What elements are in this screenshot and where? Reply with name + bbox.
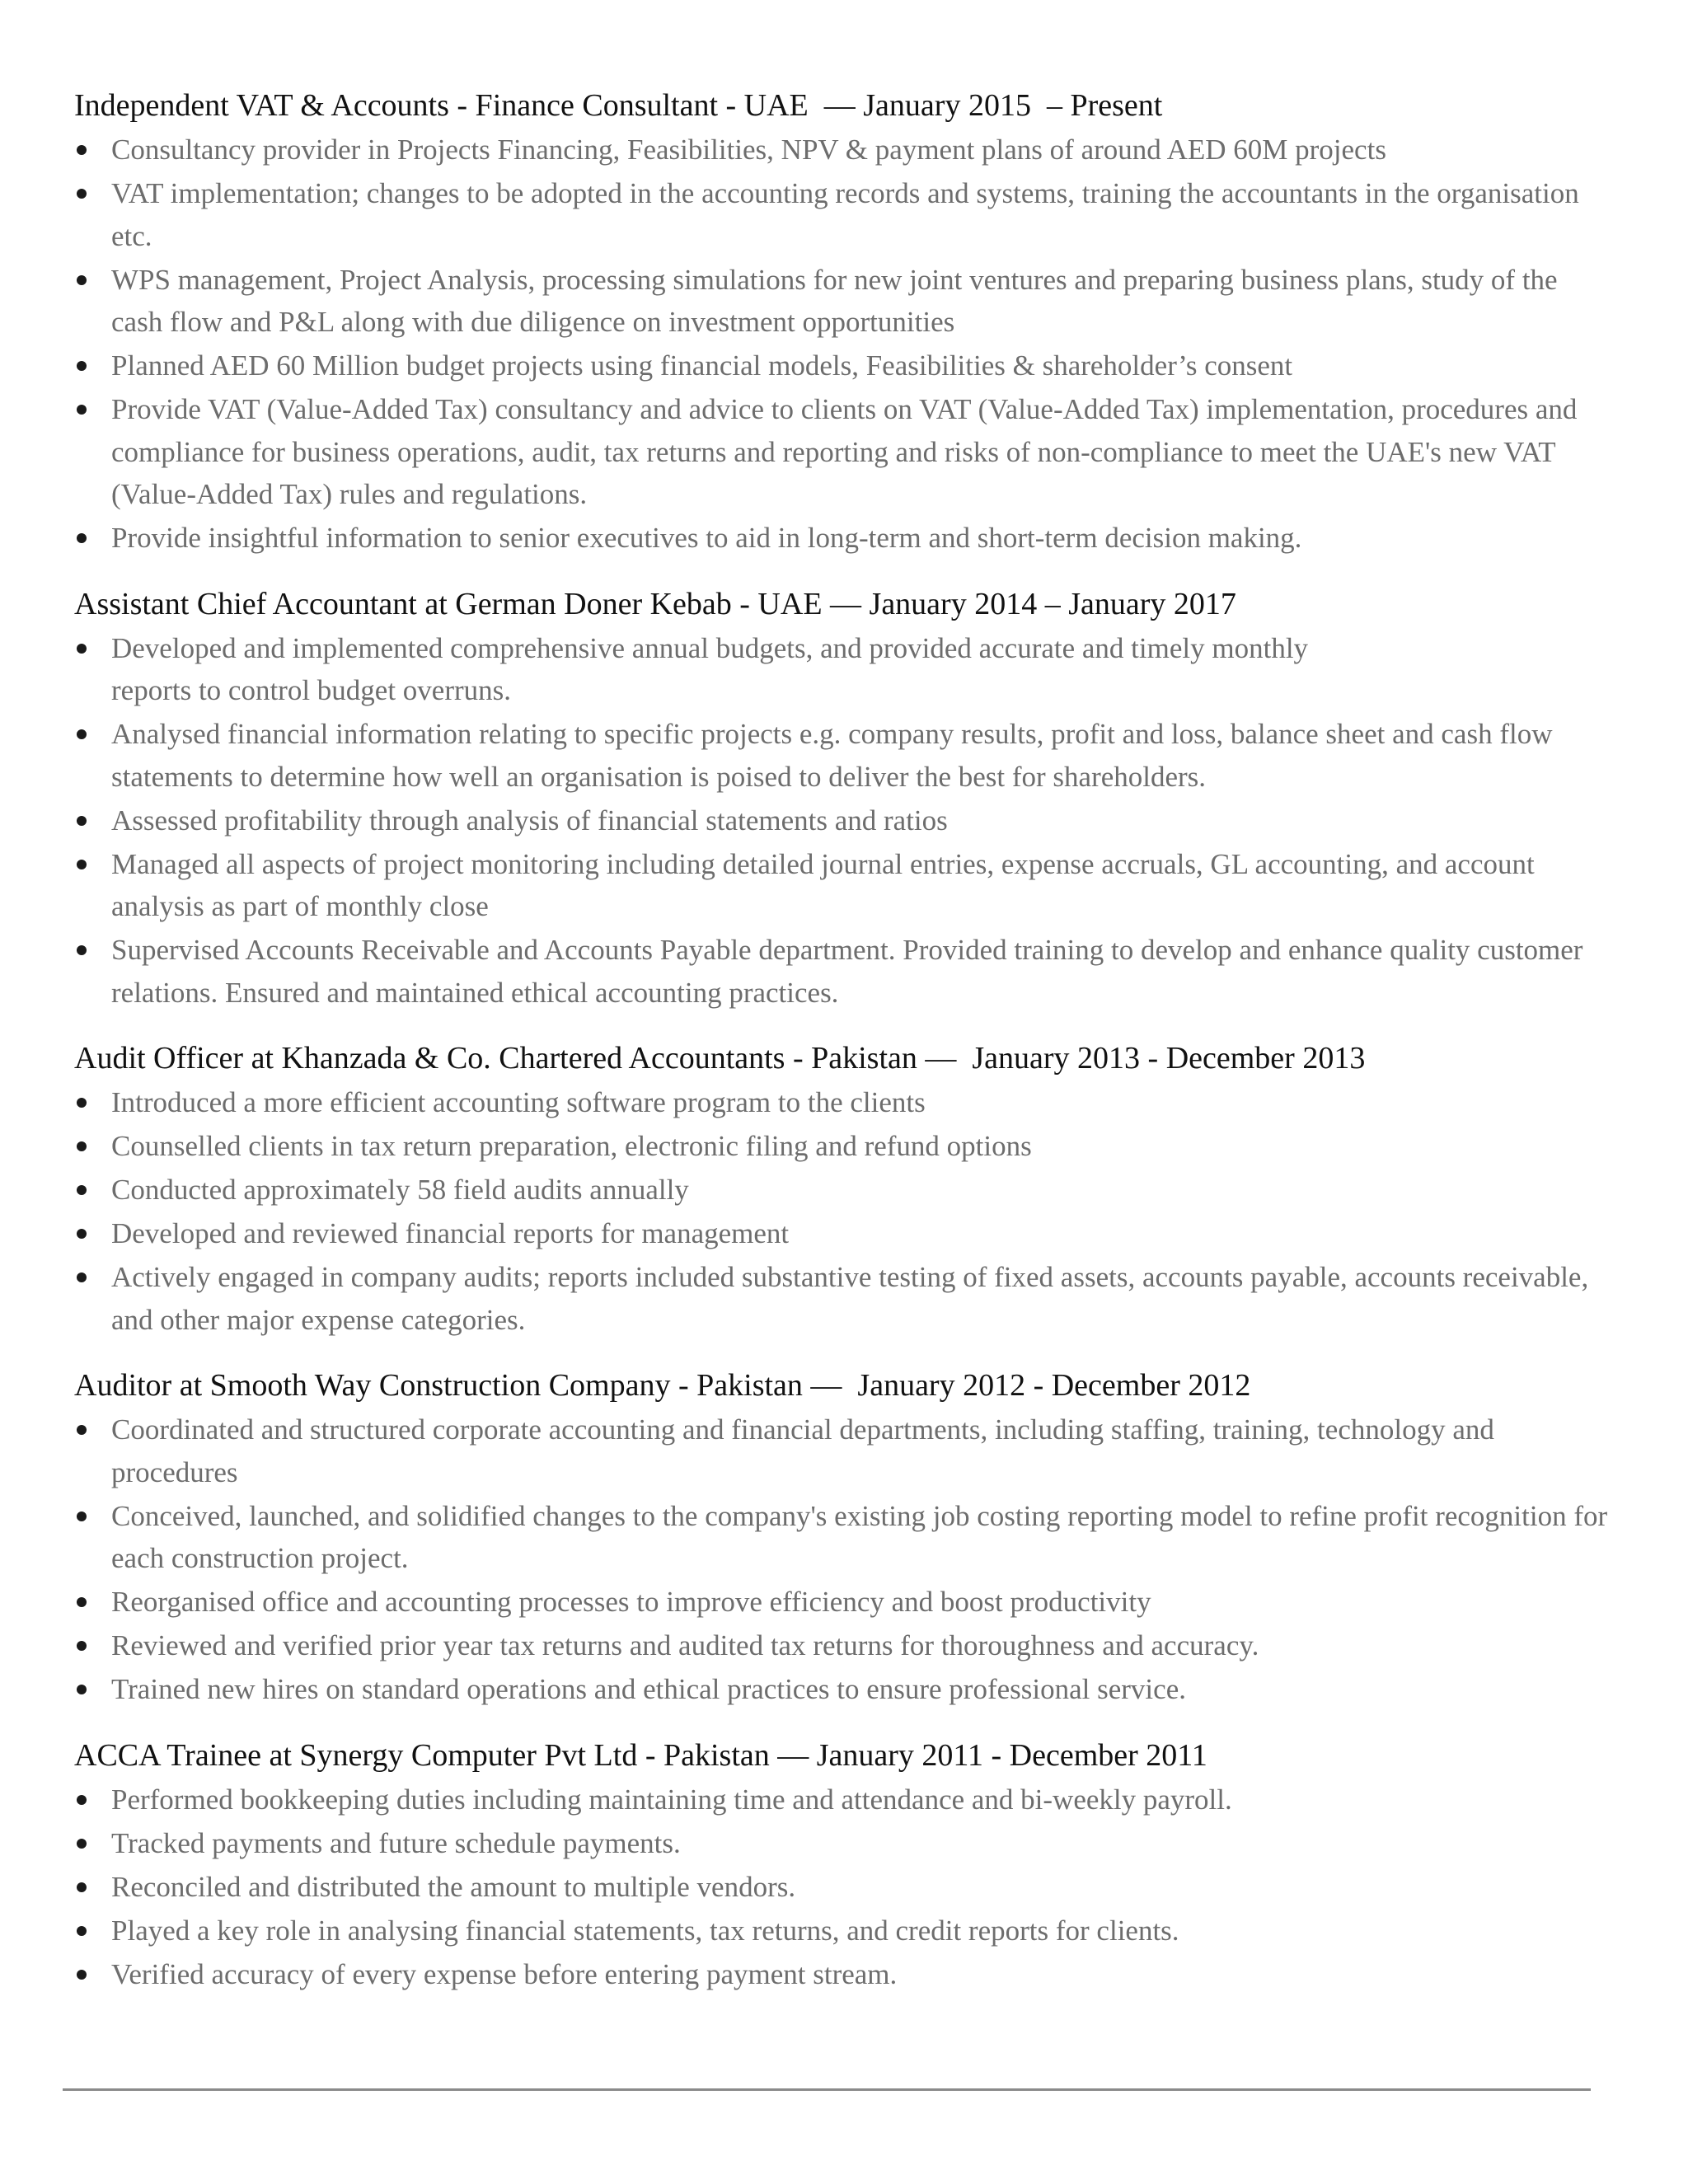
duty-item (74, 1169, 1615, 1212)
duty-item (74, 344, 1615, 387)
duty-text: Performed bookkeeping duties including maintaining time and attendance and bi-weekly payroll. (111, 1783, 1232, 1816)
bullet-icon (77, 145, 87, 155)
job-entry (74, 1732, 1615, 1996)
duty-list (74, 1408, 1615, 1711)
duty-list (74, 627, 1615, 1015)
duty-item (74, 1256, 1615, 1341)
duty-text: Tracked payments and future schedule payments. (111, 1826, 681, 1859)
bullet-icon (77, 1141, 87, 1151)
duty-text: Planned AED 60 Million budget projects using financial models, Feasibilities & shareholder’s consent (111, 349, 1293, 382)
duty-item (74, 929, 1615, 1014)
duty-list (74, 1081, 1615, 1341)
bullet-icon (77, 361, 87, 371)
bullet-icon (77, 1685, 87, 1694)
job-entry (74, 1362, 1615, 1711)
duty-item (74, 172, 1615, 257)
duty-item (74, 1822, 1615, 1865)
job-entry (74, 581, 1615, 1015)
duty-item (74, 1408, 1615, 1493)
bullet-icon (77, 1511, 87, 1521)
duty-text: Developed and implemented comprehensive annual budgets, and provided accurate and timely monthly reports to control budget overruns. (111, 631, 1309, 706)
duty-item (74, 713, 1615, 798)
bullet-icon (77, 816, 87, 826)
duty-text: Reorganised office and accounting processes to improve efficiency and boost productivity (111, 1586, 1151, 1618)
duty-text: Managed all aspects of project monitoring including detailed journal entries, expense accruals, GL accounting, and account analysis as part of monthly close (111, 847, 1535, 922)
duty-item (74, 1910, 1615, 1952)
duty-item (74, 1212, 1615, 1255)
bullet-icon (77, 275, 87, 285)
duty-item (74, 1624, 1615, 1667)
duty-item (74, 1495, 1615, 1580)
bullet-icon (77, 1185, 87, 1195)
bullet-icon (77, 644, 87, 654)
bullet-icon (77, 1098, 87, 1108)
bullet-icon (77, 1926, 87, 1936)
duty-item (74, 627, 1615, 712)
duty-item (74, 388, 1615, 516)
duty-text: Supervised Accounts Receivable and Accounts Payable department. Provided training to develop and enhance quality customer relations. Ensured and maintained ethical accounting practices. (111, 934, 1583, 1009)
bullet-icon (77, 1229, 87, 1239)
duty-list (74, 1779, 1615, 1996)
bullet-icon (77, 945, 87, 955)
duty-item (74, 1668, 1615, 1711)
duty-item (74, 259, 1615, 344)
duty-text: Coordinated and structured corporate accounting and financial departments, including staffing, training, technology and procedures (111, 1413, 1494, 1488)
bullet-icon (77, 1641, 87, 1651)
bullet-icon (77, 1272, 87, 1282)
bullet-icon (77, 189, 87, 199)
duty-text: Provide insightful information to senior executives to aid in long-term and short-term decision making. (111, 522, 1302, 554)
duty-text: Provide VAT (Value-Added Tax) consultancy and advice to clients on VAT (Value-Added Tax) implementation, procedures and compliance for business operations, audit, tax returns and reporting and risks of non-compliance to meet the UAE's new VAT (Value-Added Tax) rules and regulations. (111, 393, 1578, 510)
bullet-icon (77, 405, 87, 415)
duty-text: Analysed financial information relating to specific projects e.g. company results, profit and loss, balance sheet and cash flow statements to determine how well an organisation is poised to deliver the best for shareholders. (111, 718, 1553, 793)
duty-text: Assessed profitability through analysis of financial statements and ratios (111, 804, 948, 837)
duty-text: Trained new hires on standard operations and ethical practices to ensure professional service. (111, 1673, 1186, 1705)
duty-item (74, 843, 1615, 928)
bullet-icon (77, 729, 87, 739)
duty-item (74, 1866, 1615, 1909)
bullet-icon (77, 1425, 87, 1435)
duty-text: Conducted approximately 58 field audits annually (111, 1174, 689, 1206)
bullet-icon (77, 1882, 87, 1892)
job-heading: Auditor at Smooth Way Construction Company - Pakistan — January 2012 - December 2012 (74, 1368, 1251, 1403)
bullet-icon (77, 1597, 87, 1607)
duty-item (74, 1953, 1615, 1996)
job-heading: ACCA Trainee at Synergy Computer Pvt Ltd - Pakistan — January 2011 - December 2011 (74, 1737, 1207, 1773)
job-heading: Audit Officer at Khanzada & Co. Chartered Accountants - Pakistan — January 2013 - December 2013 (74, 1041, 1366, 1076)
bullet-icon (77, 1839, 87, 1849)
duty-text: VAT implementation; changes to be adopted in the accounting records and systems, training the accountants in the organisation etc. (111, 177, 1579, 252)
duty-item (74, 1779, 1615, 1821)
duty-text: Reconciled and distributed the amount to multiple vendors. (111, 1870, 796, 1903)
bullet-icon (77, 1795, 87, 1805)
duty-text: WPS management, Project Analysis, processing simulations for new joint ventures and preparing business plans, study of the cash flow and P&L along with due diligence on investment opportunities (111, 263, 1558, 338)
duty-text: Developed and reviewed financial reports for management (111, 1217, 790, 1249)
duty-text: Reviewed and verified prior year tax returns and audited tax returns for thoroughness and accuracy. (111, 1629, 1259, 1661)
job-heading: Independent VAT & Accounts - Finance Consultant - UAE — January 2015 – Present (74, 88, 1163, 123)
duty-item (74, 1581, 1615, 1624)
duty-text: Verified accuracy of every expense before entering payment stream. (111, 1957, 898, 1990)
bottom-divider (63, 2088, 1591, 2091)
job-heading: Assistant Chief Accountant at German Doner Kebab - UAE — January 2014 – January 2017 (74, 586, 1236, 621)
duty-item (74, 799, 1615, 842)
bullet-icon (77, 533, 87, 543)
duty-item (74, 1125, 1615, 1168)
duty-text: Counselled clients in tax return preparation, electronic filing and refund options (111, 1130, 1032, 1162)
duty-text: Played a key role in analysing financial statements, tax returns, and credit reports for clients. (111, 1914, 1179, 1947)
duty-item (74, 129, 1615, 171)
duty-text: Consultancy provider in Projects Financing, Feasibilities, NPV & payment plans of around AED 60M projects (111, 134, 1386, 166)
job-entry (74, 1035, 1615, 1341)
duty-list (74, 129, 1615, 560)
duty-text: Introduced a more efficient accounting software program to the clients (111, 1086, 926, 1118)
duty-item (74, 517, 1615, 560)
duty-text: Conceived, launched, and solidified changes to the company's existing job costing reporting model to refine profit recognition for each construction project. (111, 1499, 1608, 1574)
bullet-icon (77, 860, 87, 869)
duty-item (74, 1081, 1615, 1124)
duty-text: Actively engaged in company audits; reports included substantive testing of fixed assets, accounts payable, accounts receivable, and other major expense categories. (111, 1261, 1589, 1336)
experience-section (74, 82, 1615, 2017)
bullet-icon (77, 1970, 87, 1980)
job-entry (74, 82, 1615, 560)
